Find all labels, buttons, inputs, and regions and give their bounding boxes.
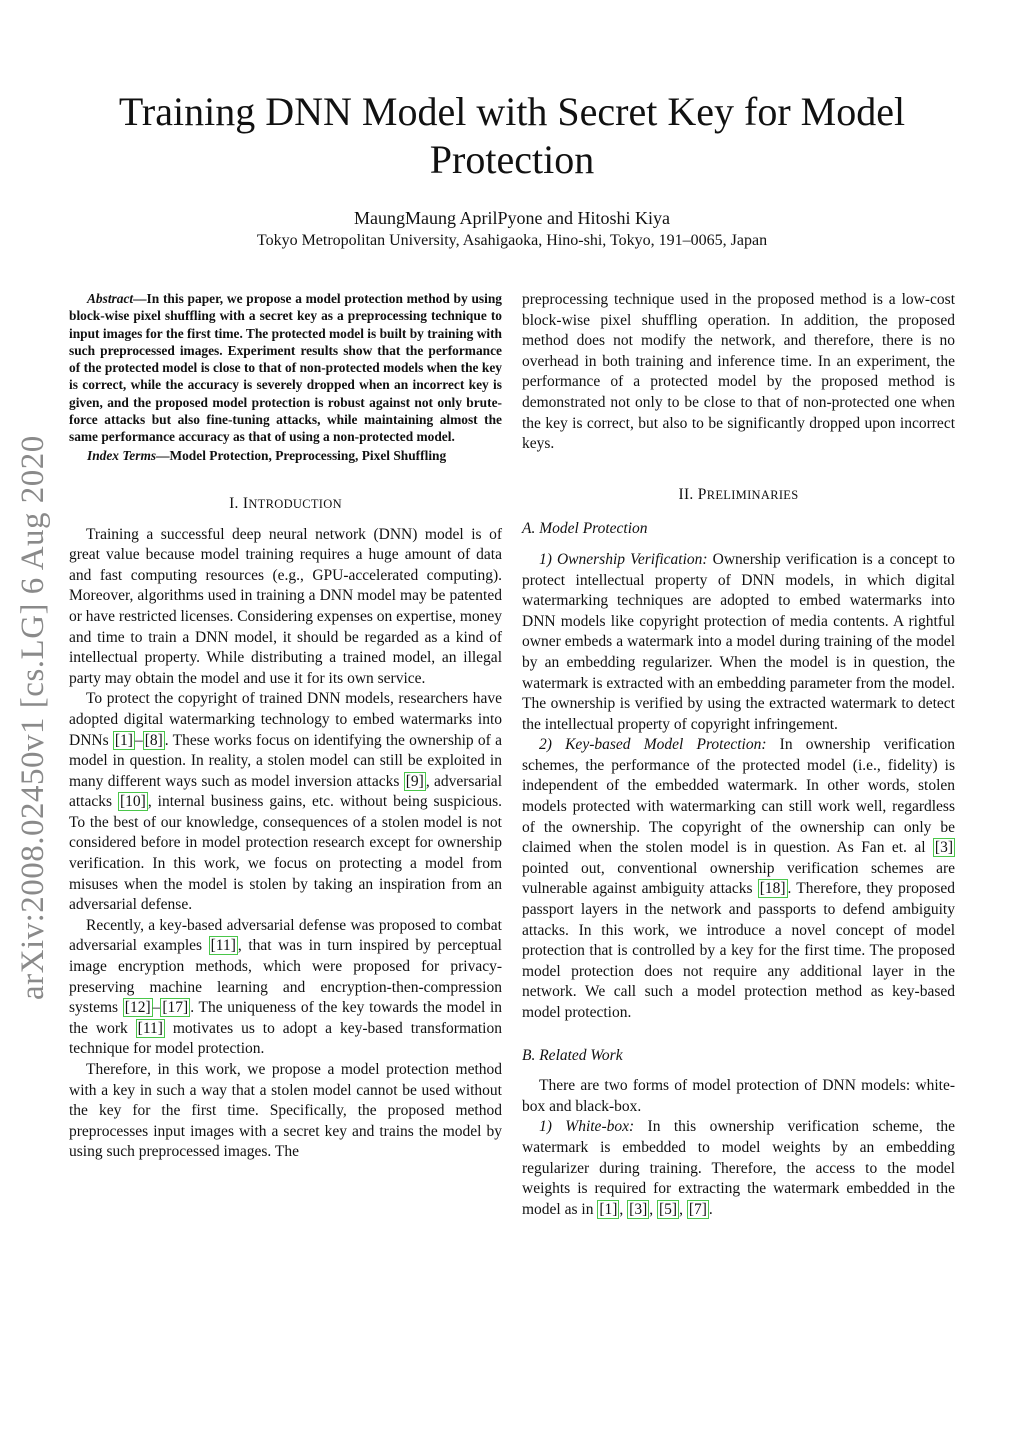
intro-paragraph-3: Recently, a key-based adversarial defense was proposed to combat adversarial examples [11] , that was in turn inspired by perceptual image encryption methods, which were proposed for privacy-preserving machine learning and encryption-then-compression systems [12] – [17] . The uniqueness of the key towards the model in the work [11] motivates us to adopt a key-based transformation technique for model protection. [69,916,502,1058]
affiliation: Tokyo Metropolitan University, Asahigaoka, Hino-shi, Tokyo, 191–0065, Japan [256,232,768,249]
key-based-protection-paragraph: 2) Key-based Model Protection: In ownership verification schemes, the performance of the protected model (i.e., fidelity) is independent of the embedded watermark. In other words, stolen models protected with watermarking can still work well, regardless of the ownership. The copyright of the ownership can only be claimed when the stolen model is in question. As Fan et. al [3] pointed out, conventional ownership verification schemes are vulnerable against ambiguity attacks [18] . Therefore, they proposed passport layers in the network and passports to defend ambiguity attacks. In this work, we introduce a novel concept of model protection that is controlled by a key for the first time. The proposed model protection does not require any additional layer in the network. We call such a model protection method as key-based model protection. [522,736,955,1021]
citation-link[interactable]: [3] [934,839,953,857]
paragraph-heading: 1) Ownership Verification: [539,550,708,568]
left-column [69,290,502,1163]
authors: MaungMaung AprilPyone and Hitoshi Kiya [354,208,670,228]
citation-link[interactable]: [9] [405,772,424,790]
citation-link[interactable]: [11] [210,937,236,955]
intro-paragraph-4: Therefore, in this work, we propose a model protection method with a key in such a way that a stolen model cannot be used without the key for the first time. Specifically, the proposed method preprocesses input images with a secret key and trains the model by using such preprocessed images. The [69,1061,502,1161]
intro-continuation: preprocessing technique used in the proposed method is a low-cost block-wise pixel shuffling operation. In addition, the proposed method does not modify the network, and therefore, there is no overhead in both training and inference time. In an experiment, the performance of a protected model by the proposed method is demonstrated not only to be close to that of non-protected one when the key is correct, but also to be significantly dropped upon incorrect keys. [522,291,955,453]
abstract-lead: Abstract [87,291,134,306]
subsection-model-protection: A. Model Protection [522,520,648,538]
citation-link[interactable]: [18] [759,880,786,898]
citation-link[interactable]: [1] [114,731,133,749]
intro-paragraph-1: Training a successful deep neural network (DNN) model is of great value because model training requires a huge amount of data and fast computing resources (e.g., GPU-accelerated computing). Moreover, algorithms used in training a DNN model may be patented or have restricted licenses. Considering expenses on expertise, money and time to train a DNN model, it should be regarded as a kind of intellectual property. While distributing a trained model, an illegal party may obtain the model and use it for its own service. [69,525,503,687]
citation-link[interactable]: [5] [659,1200,678,1218]
subsection-related-work: B. Related Work [522,1046,623,1064]
index-terms-lead: Index Terms [87,447,157,463]
citation-link[interactable]: [11] [137,1019,163,1037]
citation-link[interactable]: [17] [162,999,189,1017]
intro-paragraph-2: To protect the copyright of trained DNN models, researchers have adopted digital watermarking technology to embed watermarks into DNNs [1] – [8] . These works focus on identifying the ownership of a model in question. In reality, a stolen model can still be exploited in many different ways such as model inversion attacks [9] , adversarial attacks [10] , internal business gains, etc. without being suspicious. To the best of our knowledge, consequences of a stolen model is not considered before in model protection research except for ownership verification. In this work, we focus on protecting a model from misuses when the model is stolen by taking an inspiration from an adversarial defense. [69,690,502,914]
abstract-text: —In this paper, we propose a model protection method by using block-wise pixel shuffling with a secret key as a preprocessing technique to input images for the first time. The protected model is built by training with such preprocessed images. Experiment results show that the performance of the protected model is close to that of non-protected models when the key is correct, while the accuracy is severely dropped when an incorrect key is given, and the proposed model protection is robust against not only brute-force attacks but also fine-tuning attacks, while maintaining almost the same performance accuracy as that of using a non-protected model. [69,291,502,445]
related-work-paragraph: There are two forms of model protection of DNN models: white-box and black-box. [522,1077,955,1115]
citation-link[interactable]: [3] [629,1200,648,1218]
paper-title: Training DNN Model with Secret Key for Model Protection [118,89,906,182]
index-terms [69,447,502,464]
arxiv-identifier: arXiv:2008.02450v1 [cs.LG] 6 Aug 2020 [15,435,51,1000]
section-heading-preliminaries: II. PRELIMINARIES [678,485,799,503]
paragraph-heading: 1) White-box: [539,1118,635,1136]
abstract [69,290,502,446]
index-terms-text: —Model Protection, Preprocessing, Pixel Shuffling [156,447,447,463]
citation-link[interactable]: [10] [119,793,146,811]
citation-link[interactable]: [1] [599,1200,618,1218]
ownership-verification-paragraph: 1) Ownership Verification: Ownership verification is a concept to protect intellectual property of DNN models, in which digital watermarking techniques are adopted to embed watermarks into DNN models like copyright protection of media contents. A rightful owner embeds a watermark into a model during training of the model by an embedding regularizer. When the model is in question, the watermark is extracted with an embedding parameter from the model. The ownership is verified by using the extracted watermark to detect the intellectual property of copyright infringement. [522,550,955,733]
right-column [522,290,955,1220]
citation-link[interactable]: [7] [688,1200,707,1218]
citation-link[interactable]: [12] [124,999,151,1017]
citation-link[interactable]: [8] [144,731,163,749]
section-heading-introduction: I. INTRODUCTION [229,494,342,512]
paragraph-heading: 2) Key-based Model Protection: [539,736,767,754]
white-box-paragraph: 1) White-box: In this ownership verification scheme, the watermark is embedded to model weights by an embedding regularizer during training. Therefore, the access to the model weights is required for extracting the watermark embedded in the model as in [1] , [3] , [5] , [7] . [522,1118,955,1218]
